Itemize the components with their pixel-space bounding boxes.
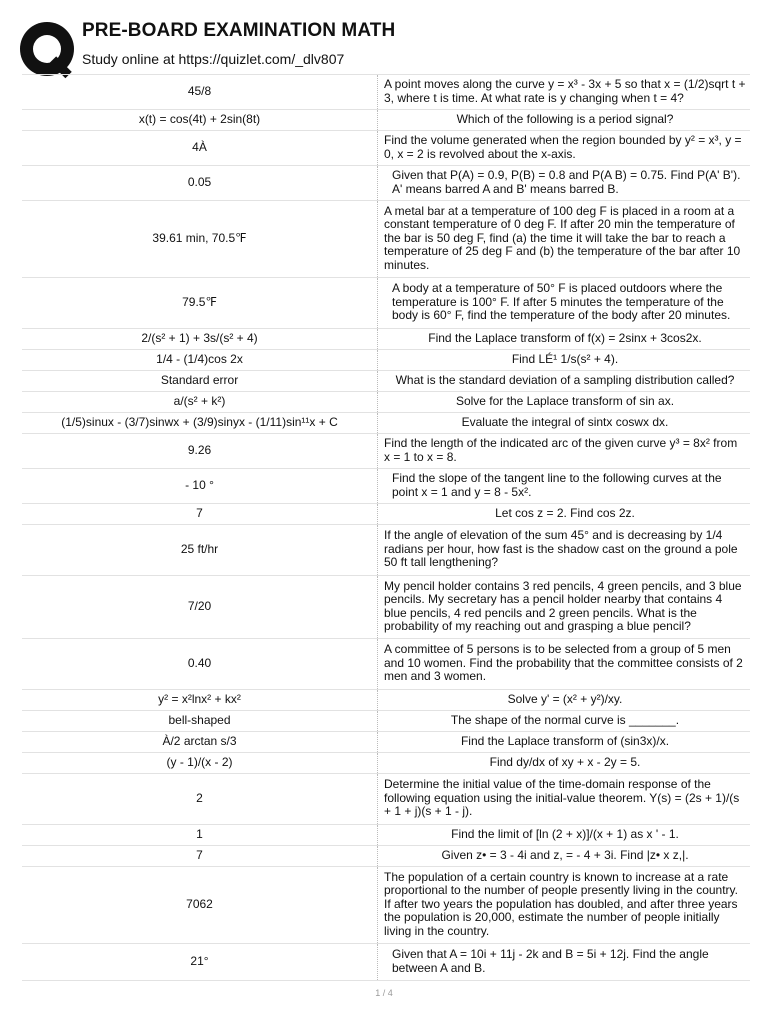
answer-cell: 7062 (22, 867, 378, 943)
answer-cell: 2 (22, 774, 378, 824)
answer-cell: x(t) = cos(4t) + 2sin(8t) (22, 110, 378, 130)
question-cell: Determine the initial value of the time-domain response of the following equation using the initial-value theorem. Y(s) = (2s + 1)/(s + 1 + j)(s + 1 - j). (384, 777, 740, 819)
question-cell: A body at a temperature of 50° F is placed outdoors where the temperature is 100° F. If after 5 minutes the temperature of the body is 60° F, find the temperature of the body after 20 minutes. (392, 281, 731, 323)
question-cell: Find the Laplace transform of (sin3x)/x. (460, 733, 670, 748)
table-row (22, 576, 750, 639)
answer-cell: 7/20 (22, 576, 378, 638)
question-cell: The shape of the normal curve is _______. (450, 712, 680, 727)
page-header (18, 18, 758, 74)
table-row (22, 732, 750, 753)
table-row (22, 825, 750, 846)
answer-cell: 7 (22, 846, 378, 866)
question-cell: Find the limit of [ln (2 + x)]/(x + 1) as x ' - 1. (451, 826, 679, 841)
table-row (22, 371, 750, 392)
answer-cell: 1 (22, 825, 378, 845)
question-cell: My pencil holder contains 3 red pencils, 4 green pencils, and 3 blue pencils. My secretary has a pencil holder nearby that contains 4 blue pencils, 4 red pencils and 2 green pencils. What is the probability of my reaching out and grasping a blue pencil? (384, 578, 742, 633)
question-cell: If the angle of elevation of the sum 45° and is decreasing by 1/4 radians per hour, how fast is the shadow cast on the ground a pole 50 ft tall lengthening? (384, 528, 738, 570)
question-cell: Solve for the Laplace transform of sin ax. (455, 393, 675, 408)
table-row (22, 329, 750, 350)
answer-cell: 2/(s² + 1) + 3s/(s² + 4) (22, 329, 378, 349)
question-cell: A point moves along the curve y = x³ - 3x + 5 so that x = (1/2)sqrt t + 3, where t is time. At what rate is y changing when t = 4? (384, 77, 746, 105)
answer-cell: 45/8 (22, 75, 378, 109)
table-row (22, 774, 750, 825)
answer-cell: 21° (22, 944, 378, 980)
answer-cell: 79.5℉ (22, 278, 378, 328)
answer-cell: 4À (22, 131, 378, 165)
table-row (22, 434, 750, 469)
question-cell: Find the slope of the tangent line to the following curves at the point x = 1 and y = 8 - 5x². (392, 471, 722, 499)
answer-cell: 25 ft/hr (22, 525, 378, 575)
table-row (22, 166, 750, 201)
answer-cell: bell-shaped (22, 711, 378, 731)
table-row (22, 469, 750, 504)
answer-cell: - 10 ° (22, 469, 378, 503)
table-row (22, 74, 750, 110)
question-cell: A committee of 5 persons is to be selected from a group of 5 men and 10 women. Find the probability that the committee consists of 2 men and 3 women. (384, 642, 743, 684)
table-row (22, 711, 750, 732)
table-row (22, 944, 750, 981)
table-row (22, 392, 750, 413)
question-cell: Given z• = 3 - 4i and z, = - 4 + 3i. Find |z• x z,|. (441, 847, 689, 862)
page-number: 1 / 4 (375, 988, 393, 998)
answer-cell: Standard error (22, 371, 378, 391)
table-row (22, 867, 750, 944)
table-row (22, 350, 750, 371)
answer-cell: 0.05 (22, 166, 378, 200)
table-row (22, 753, 750, 774)
page-title: PRE-BOARD EXAMINATION MATH (82, 20, 396, 41)
page-subtitle: Study online at https://quizlet.com/_dlv807 (82, 51, 345, 67)
table-row (22, 525, 750, 576)
question-cell: Which of the following is a period signal? (456, 111, 674, 126)
question-cell: Find the length of the indicated arc of the given curve y³ = 8x² from x = 1 to x = 8. (384, 436, 738, 464)
answer-cell: (1/5)sinux - (3/7)sinwx + (3/9)sinyx - (1/11)sin¹¹x + C (22, 413, 378, 433)
question-cell: Evaluate the integral of sintx coswx dx. (461, 414, 669, 429)
table-row (22, 690, 750, 711)
table-row (22, 131, 750, 166)
table-row (22, 201, 750, 278)
answer-cell: 39.61 min, 70.5℉ (22, 201, 378, 277)
flashcard-table (22, 74, 750, 981)
table-row (22, 278, 750, 329)
question-cell: Given that P(A) = 0.9, P(B) = 0.8 and P(A B) = 0.75. Find P(A' B'). A' means barred A and B' means barred B. (392, 168, 741, 196)
question-cell: Find the volume generated when the region bounded by y² = x³, y = 0, x = 2 is revolved about the x-axis. (384, 133, 742, 161)
question-cell: What is the standard deviation of a sampling distribution called? (395, 372, 735, 387)
question-cell: Solve y' = (x² + y²)/xy. (507, 691, 623, 706)
answer-cell: 9.26 (22, 434, 378, 468)
answer-cell: y² = x²lnx² + kx² (22, 690, 378, 710)
question-cell: Find LÉ¹ 1/s(s² + 4). (511, 351, 619, 366)
table-row (22, 504, 750, 525)
table-row (22, 413, 750, 434)
table-row (22, 639, 750, 690)
question-cell: A metal bar at a temperature of 100 deg F is placed in a room at a constant temperature of 0 deg F. If after 20 min the temperature of the bar is 50 deg F, find (a) the time it will take the bar to reach a temperature of 25 deg F and (b) the temperature of the bar after 10 minutes. (384, 203, 741, 272)
answer-cell: (y - 1)/(x - 2) (22, 753, 378, 773)
question-cell: Let cos z = 2. Find cos 2z. (495, 505, 635, 520)
table-row (22, 846, 750, 867)
question-cell: The population of a certain country is known to increase at a rate proportional to the number of people presently living in the country. If after two years the population has doubled, and after three years the population is 20,000, estimate the number of people initially living in the country. (384, 869, 738, 938)
answer-cell: 0.40 (22, 639, 378, 689)
answer-cell: À/2 arctan s/3 (22, 732, 378, 752)
question-cell: Find the Laplace transform of f(x) = 2sinx + 3cos2x. (428, 330, 702, 345)
table-row (22, 110, 750, 131)
answer-cell: a/(s² + k²) (22, 392, 378, 412)
answer-cell: 7 (22, 504, 378, 524)
answer-cell: 1/4 - (1/4)cos 2x (22, 350, 378, 370)
question-cell: Given that A = 10i + 11j - 2k and B = 5i + 12j. Find the angle between A and B. (392, 947, 709, 975)
question-cell: Find dy/dx of xy + x - 2y = 5. (489, 754, 641, 769)
quizlet-logo-icon (20, 22, 74, 76)
